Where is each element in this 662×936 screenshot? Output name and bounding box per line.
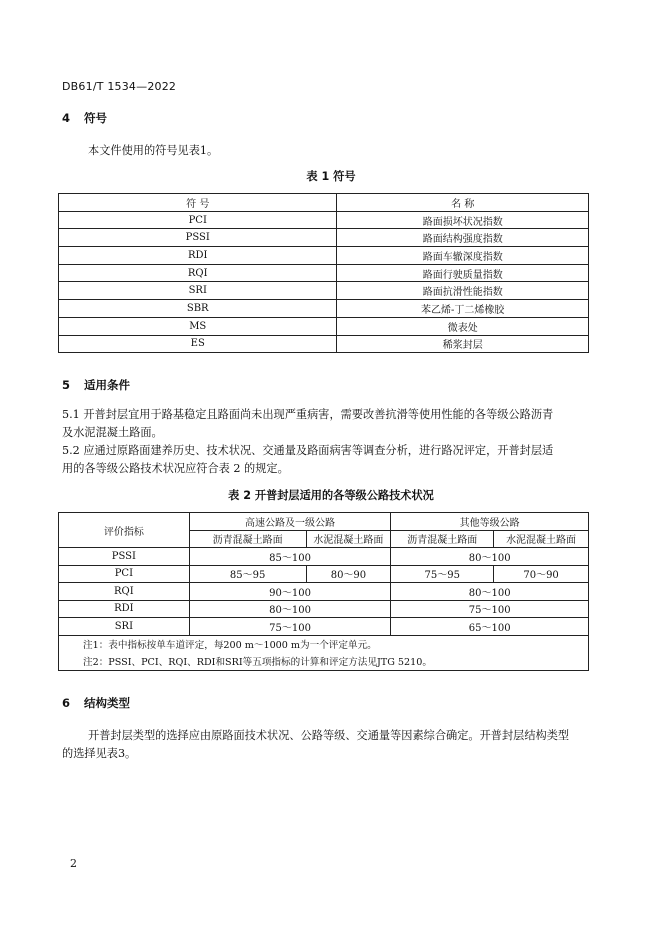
section-5-number: 5 (62, 378, 71, 392)
section-6-para-line1: 开普封层类型的选择应由原路面技术状况、公路等级、交通量等因素综合确定。开普封层结构类型 (88, 729, 570, 742)
value-cell: 75～95 (391, 565, 494, 583)
symbol-cell: PSSI (59, 229, 337, 247)
name-cell: 苯乙烯-丁二烯橡胶 (337, 300, 589, 318)
name-cell: 路面结构强度指数 (337, 229, 589, 247)
header-eval-index: 评价指标 (59, 513, 190, 548)
value-cell: 75～100 (189, 618, 391, 636)
symbol-cell: MS (59, 317, 337, 335)
section-6-heading (62, 695, 130, 711)
value-cell: 65～100 (391, 618, 589, 636)
name-cell: 路面车辙深度指数 (337, 247, 589, 265)
table-1-caption: 表 1 符号 (306, 170, 356, 183)
table-note-2: 注2：PSSI、PCI、RQI、RDI和SRI等五项指标的计算和评定方法见JTG 5210。 (59, 653, 589, 671)
section-4-intro: 本文件使用的符号见表1。 (88, 144, 219, 157)
section-5-heading (62, 377, 130, 393)
table-row (59, 618, 589, 636)
table-row (59, 300, 589, 318)
value-cell: 90～100 (189, 583, 391, 601)
value-cell: 85～100 (189, 548, 391, 566)
sub-asphalt: 沥青混凝土路面 (391, 530, 494, 548)
clause-5-1-line2: 及水泥混凝土路面。 (62, 426, 163, 439)
condition-table (58, 512, 589, 671)
table-row (59, 282, 589, 300)
page-number: 2 (70, 857, 77, 870)
index-name: PSSI (59, 548, 190, 566)
sub-asphalt: 沥青混凝土路面 (189, 530, 306, 548)
table-header-row (59, 194, 589, 212)
table-row (59, 317, 589, 335)
table-row (59, 211, 589, 229)
value-cell: 75～100 (391, 600, 589, 618)
name-cell: 路面损坏状况指数 (337, 211, 589, 229)
standard-code: DB61/T 1534—2022 (62, 80, 177, 93)
section-4-heading (62, 110, 107, 126)
value-cell: 80～100 (391, 583, 589, 601)
table-row (59, 264, 589, 282)
table-row (59, 565, 589, 583)
value-cell: 80～90 (306, 565, 391, 583)
index-name: RDI (59, 600, 190, 618)
table-row (59, 600, 589, 618)
name-cell: 微表处 (337, 317, 589, 335)
value-cell: 80～100 (189, 600, 391, 618)
sub-cement: 水泥混凝土路面 (306, 530, 391, 548)
symbol-cell: SRI (59, 282, 337, 300)
table-note-row (59, 653, 589, 671)
section-6-number: 6 (62, 696, 71, 710)
value-cell: 70～90 (494, 565, 589, 583)
symbol-cell: PCI (59, 211, 337, 229)
table-note-1: 注1：表中指标按单车道评定，每200 m～1000 m为一个评定单元。 (59, 635, 589, 653)
name-cell: 稀浆封层 (337, 335, 589, 353)
table-row (59, 247, 589, 265)
table-row (59, 229, 589, 247)
value-cell: 80～100 (391, 548, 589, 566)
section-6-para-line2: 的选择见表3。 (62, 747, 137, 760)
clause-5-2-line1: 5.2 应通过原路面建养历史、技术状况、交通量及路面病害等调查分析，进行路况评定，开普封层适 (62, 444, 554, 457)
header-highway-group: 高速公路及一级公路 (189, 513, 391, 531)
index-name: RQI (59, 583, 190, 601)
table-2-caption: 表 2 开普封层适用的各等级公路技术状况 (228, 489, 434, 502)
section-5-title: 适用条件 (84, 378, 130, 392)
symbols-table (58, 193, 589, 353)
header-other-group: 其他等级公路 (391, 513, 589, 531)
table-header-row (59, 513, 589, 531)
symbol-cell: SBR (59, 300, 337, 318)
section-4-number: 4 (62, 111, 71, 125)
header-name: 名 称 (337, 194, 589, 212)
symbol-cell: RQI (59, 264, 337, 282)
symbol-cell: RDI (59, 247, 337, 265)
value-cell: 85～95 (189, 565, 306, 583)
section-6-title: 结构类型 (84, 696, 130, 710)
table-note-row (59, 635, 589, 653)
index-name: PCI (59, 565, 190, 583)
clause-5-1-line1: 5.1 开普封层宜用于路基稳定且路面尚未出现严重病害，需要改善抗滑等使用性能的各等级公路沥青 (62, 408, 554, 421)
table-row (59, 583, 589, 601)
clause-5-2-line2: 用的各等级公路技术状况应符合表 2 的规定。 (62, 462, 289, 475)
table-row (59, 335, 589, 353)
name-cell: 路面行驶质量指数 (337, 264, 589, 282)
table-row (59, 548, 589, 566)
name-cell: 路面抗滑性能指数 (337, 282, 589, 300)
header-symbol: 符 号 (59, 194, 337, 212)
section-4-title: 符号 (84, 111, 107, 125)
index-name: SRI (59, 618, 190, 636)
sub-cement: 水泥混凝土路面 (494, 530, 589, 548)
symbol-cell: ES (59, 335, 337, 353)
